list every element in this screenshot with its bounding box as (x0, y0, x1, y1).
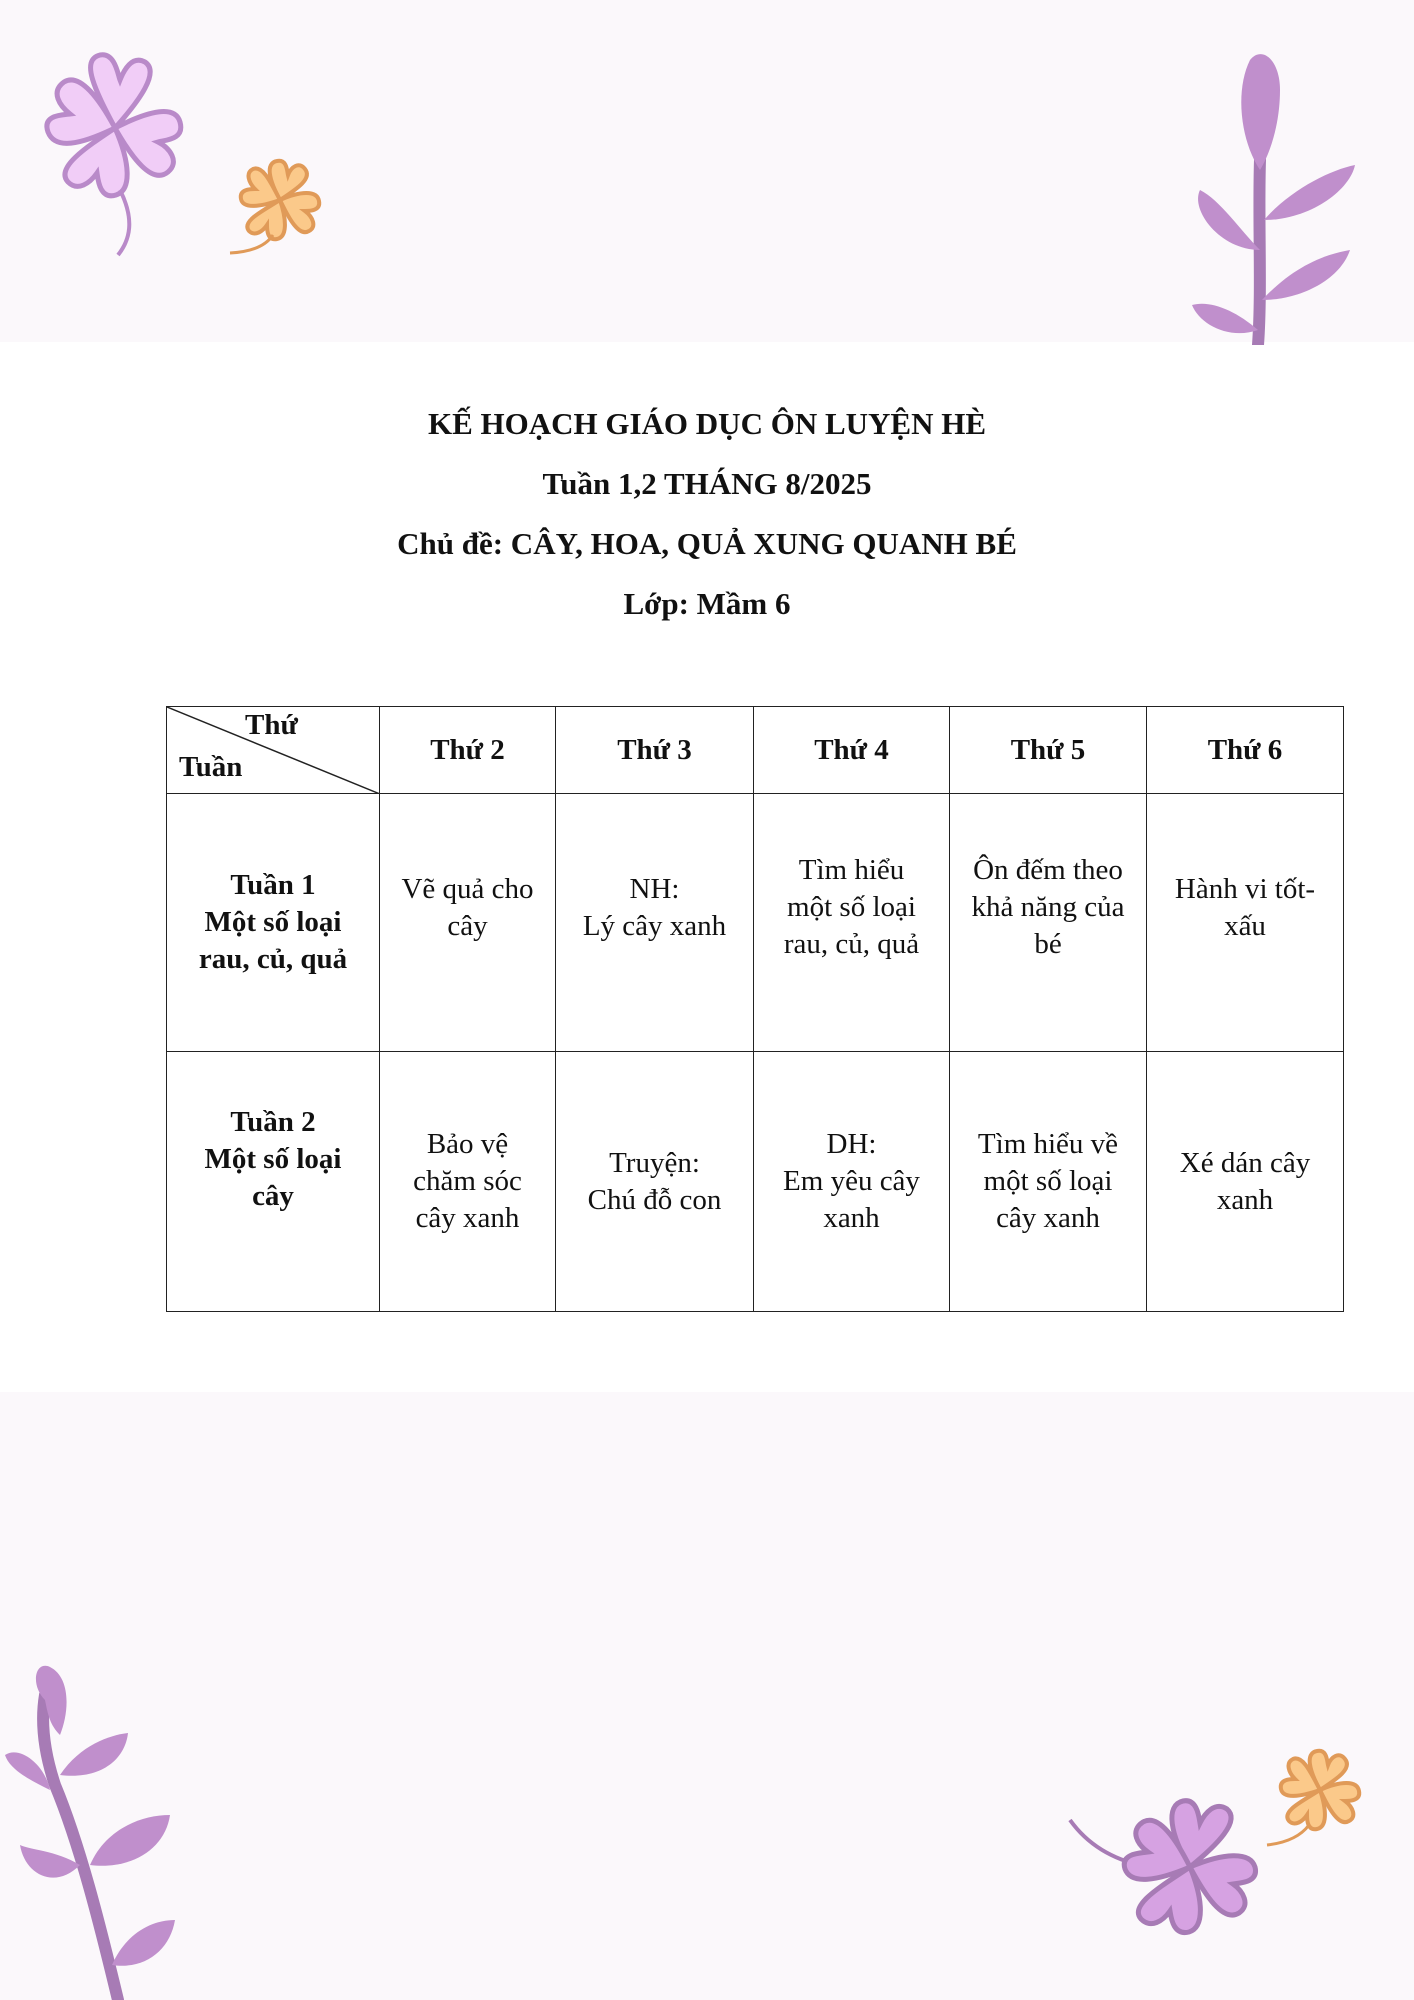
week-1-day-6: Hành vi tốt- xấu (1147, 794, 1344, 1052)
week-1-topic: Tuần 1 Một số loại rau, củ, quả (167, 794, 380, 1052)
clover-flower-icon (1065, 1795, 1265, 1945)
week-2-day-5: Tìm hiểu về một số loại cây xanh (950, 1052, 1147, 1312)
week-1-day-4: Tìm hiểu một số loại rau, củ, quả (754, 794, 950, 1052)
leaf-branch-icon (1180, 50, 1370, 345)
corner-day-label: Thứ (245, 709, 298, 741)
week-1-day-5: Ôn đếm theo khả năng của bé (950, 794, 1147, 1052)
document-theme: Chủ đề: CÂY, HOA, QUẢ XUNG QUANH BÉ (397, 526, 1017, 561)
day-header-6: Thứ 6 (1147, 707, 1344, 794)
week-2-day-6: Xé dán cây xanh (1147, 1052, 1344, 1312)
plan-table (166, 706, 1344, 1312)
header-row (167, 707, 1344, 794)
week-2-day-4: DH: Em yêu cây xanh (754, 1052, 950, 1312)
table-row (167, 794, 1344, 1052)
document-subtitle: Tuần 1,2 THÁNG 8/2025 (542, 466, 872, 501)
orange-clover-icon (225, 155, 335, 260)
day-header-4: Thứ 4 (754, 707, 950, 794)
week-1-day-3: NH: Lý cây xanh (556, 794, 754, 1052)
day-header-5: Thứ 5 (950, 707, 1147, 794)
corner-week-label: Tuần (179, 751, 243, 783)
week-2-day-3: Truyện: Chú đỗ con (556, 1052, 754, 1312)
day-header-2: Thứ 2 (380, 707, 556, 794)
orange-clover-icon (1265, 1745, 1375, 1850)
week-1-day-2: Vẽ quả cho cây (380, 794, 556, 1052)
week-2-day-2: Bảo vệ chăm sóc cây xanh (380, 1052, 556, 1312)
document-title: KẾ HOẠCH GIÁO DỤC ÔN LUYỆN HÈ (427, 406, 987, 441)
document-class: Lớp: Mầm 6 (623, 586, 791, 621)
leaf-branch-icon (0, 1665, 190, 2000)
clover-flower-icon (40, 50, 190, 260)
corner-cell (167, 707, 380, 794)
week-2-topic: Tuần 2 Một số loại cây (167, 1052, 380, 1312)
day-header-3: Thứ 3 (556, 707, 754, 794)
table-row (167, 1052, 1344, 1312)
